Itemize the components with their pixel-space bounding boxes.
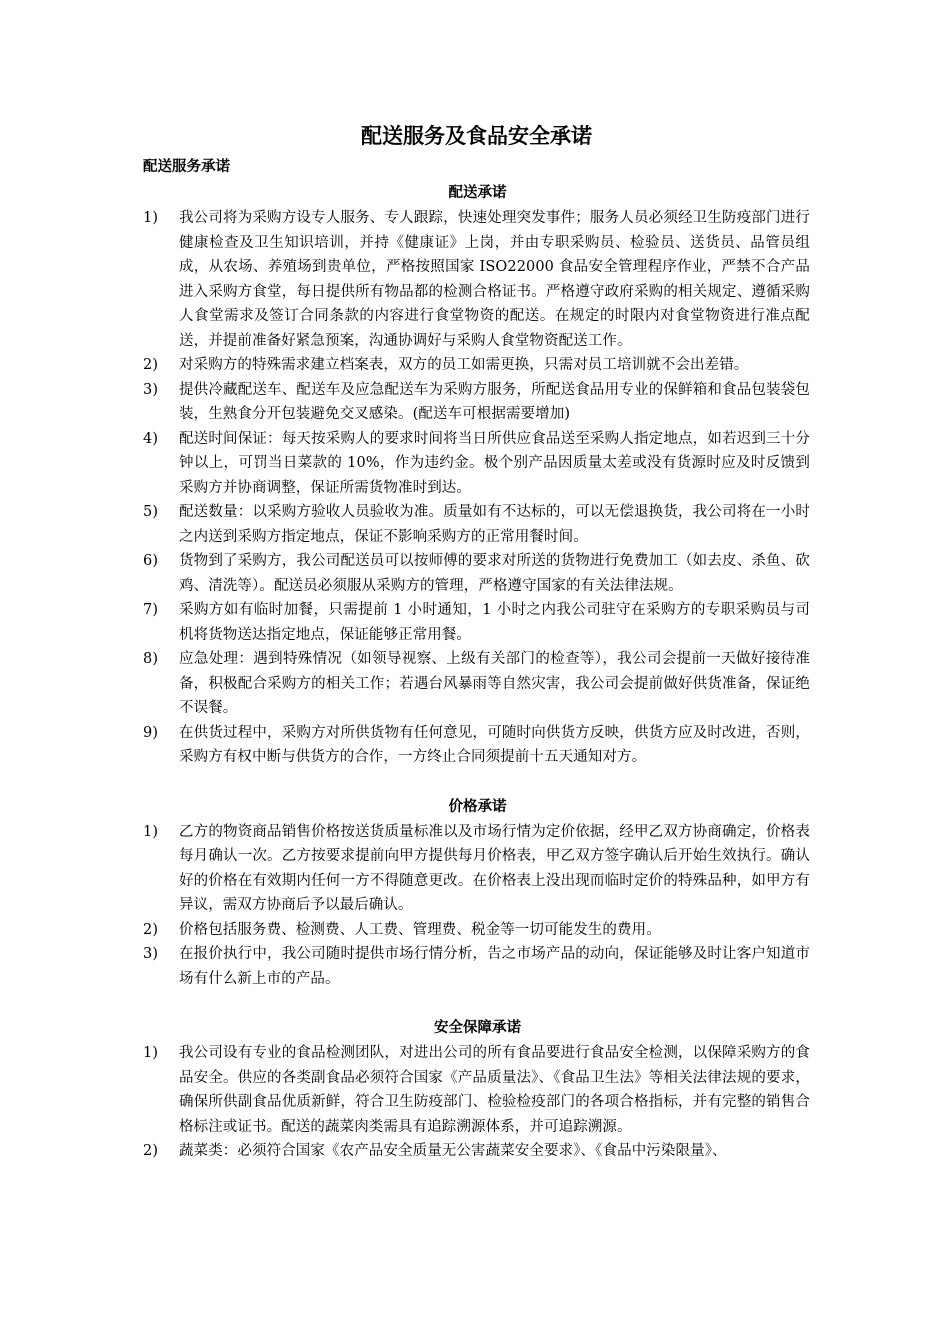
item-number: 2) (143, 921, 159, 938)
list-item (143, 427, 810, 501)
item-text: 在供货过程中，采购方对所供货物有任何意见，可随时向供货方反映，供货方应及时改进，否则，采购方有权中断与供货方的合作，一方终止合同须提前十五天通知对方。 (179, 724, 810, 765)
item-text: 货物到了采购方，我公司配送员可以按师傅的要求对所送的货物进行免费加工（如去皮、杀鱼、砍鸡、清洗等）。配送员必须服从采购方的管理，严格遵守国家的有关法律法规。 (179, 553, 810, 594)
item-text: 提供冷藏配送车、配送车及应急配送车为采购方服务，所配送食品用专业的保鲜箱和食品包装袋包装，生熟食分开包装避免交叉感染。(配送车可根据需要增加) (179, 381, 810, 422)
list-item (143, 206, 810, 353)
section-heading: 安全保障承诺 (434, 1020, 521, 1036)
list-item (143, 378, 810, 427)
delivery-list (143, 206, 810, 770)
item-text: 我公司将为采购方设专人服务、专人跟踪，快速处理突发事件；服务人员必须经卫生防疫部门进行健康检查及卫生知识培训，并持《健康证》上岗，并由专职采购员、检验员、送货员、品管员组成，从农场、养殖场到贵单位，严格按照国家 ISO22000 食品安全管理程序作业，严禁不合产品进入采购方食堂，每日提供所有物品都的检测合格证书。严格遵守政府采购的相关规定、遵循采购人食堂需求及签订合同条款的内容进行食堂物资的配送。在规定的时限内对食堂物资进行准点配送，并提前准备好紧急预案，沟通协调好与采购人食堂物资配送工作。 (179, 210, 810, 349)
item-text: 我公司设有专业的食品检测团队，对进出公司的所有食品要进行食品安全检测，以保障采购方的食品安全。供应的各类副食品必须符合国家《产品质量法》、《食品卫生法》等相关法律法规的要求，确保所供副食品优质新鲜，符合卫生防疫部门、检验检疫部门的各项合格指标，并有完整的销售合格标注或证书。配送的蔬菜肉类需具有追踪溯源体系，并可追踪溯源。 (179, 1045, 810, 1135)
item-text: 乙方的物资商品销售价格按送货质量标准以及市场行情为定价依据，经甲乙双方协商确定，价格表每月确认一次。乙方按要求提前向甲方提供每月价格表，甲乙双方签字确认后开始生效执行。确认好的价格在有效期内任何一方不得随意更改。在价格表上没出现而临时定价的特殊品种，如甲方有异议，需双方协商后予以最后确认。 (179, 823, 810, 913)
safety-list (143, 1041, 810, 1164)
list-item (143, 598, 810, 647)
section-heading: 价格承诺 (448, 798, 507, 815)
item-number: 9) (143, 724, 159, 741)
document-subtitle: 配送服务承诺 (143, 159, 230, 175)
price-list (143, 820, 810, 992)
list-item (143, 549, 810, 598)
list-item (143, 942, 810, 991)
item-number: 1) (143, 210, 159, 226)
item-text: 采购方如有临时加餐，只需提前 1 小时通知，1 小时之内我公司驻守在采购方的专职采购员与司机将货物送达指定地点，保证能够正常用餐。 (179, 602, 810, 643)
section-delivery (143, 180, 810, 770)
section-heading: 配送承诺 (448, 185, 507, 201)
list-item (143, 721, 810, 770)
section-price (143, 794, 810, 992)
item-number: 6) (143, 553, 159, 569)
item-text: 价格包括服务费、检测费、人工费、管理费、税金等一切可能发生的费用。 (179, 921, 661, 938)
item-number: 2) (143, 357, 159, 373)
list-item (143, 1139, 810, 1164)
list-item (143, 918, 810, 943)
list-item (143, 353, 810, 378)
list-item (143, 1041, 810, 1139)
list-item (143, 820, 810, 918)
item-number: 8) (143, 651, 159, 667)
section-spacer (143, 770, 810, 794)
item-number: 3) (143, 381, 159, 398)
item-number: 5) (143, 504, 159, 520)
section-safety (143, 1015, 810, 1164)
item-number: 7) (143, 602, 159, 618)
item-number: 1) (143, 823, 159, 840)
item-number: 1) (143, 1045, 159, 1061)
list-item (143, 500, 810, 549)
item-text: 应急处理：遇到特殊情况（如领导视察、上级有关部门的检查等），我公司会提前一天做好接待准备，积极配合采购方的相关工作；若遇台风暴雨等自然灾害，我公司会提前做好供货准备，保证绝不误餐。 (179, 651, 810, 716)
section-spacer (143, 991, 810, 1015)
item-text: 蔬菜类：必须符合国家《农产品安全质量无公害蔬菜安全要求》、《食品中污染限量》、 (179, 1143, 727, 1159)
item-text: 配送数量：以采购方验收人员验收为准。质量如有不达标的，可以无偿退换货，我公司将在一小时之内送到采购方指定地点，保证不影响采购方的正常用餐时间。 (179, 504, 810, 545)
item-number: 3) (143, 946, 159, 962)
item-text: 配送时间保证：每天按采购人的要求时间将当日所供应食品送至采购人指定地点，如若迟到三十分钟以上，可罚当日菜款的 10%，作为违约金。极个别产品因质量太差或没有货源时应及时反馈到采购方并协商调整，保证所需货物准时到达。 (179, 430, 810, 496)
item-text: 对采购方的特殊需求建立档案表，双方的员工如需更换，只需对员工培训就不会出差错。 (179, 357, 749, 373)
item-number: 2) (143, 1143, 159, 1159)
list-item (143, 647, 810, 721)
document-title: 配送服务及食品安全承诺 (361, 124, 592, 148)
item-text: 在报价执行中，我公司随时提供市场行情分析，告之市场产品的动向，保证能够及时让客户知道市场有什么新上市的产品。 (179, 946, 810, 987)
item-number: 4) (143, 430, 159, 447)
